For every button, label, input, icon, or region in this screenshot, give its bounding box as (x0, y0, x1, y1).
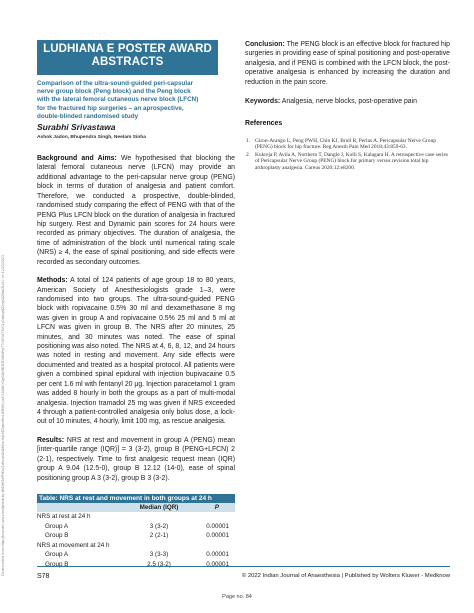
results-paragraph (37, 436, 235, 483)
keywords-label: Keywords: (245, 98, 281, 106)
conclusion-label: Conclusion: (245, 41, 285, 48)
reference-number: 2. (246, 152, 251, 159)
table-cell: 2 (2-1) (149, 532, 169, 540)
right-column (245, 40, 450, 173)
table-cell: 0.00001 (206, 522, 229, 530)
table-cell: NRS at rest at 24 h (37, 512, 91, 520)
co-authors: Ashok Jadon, Bhupendra Singh, Neelam Sinha (37, 135, 146, 141)
methods-label: Methods: (37, 277, 68, 285)
methods-text: A total of 124 patients of age group 18 to 80 years, American Society of Anesthesiologists grade 1–3, were randomised into two groups. The ultra-sound-guided PENG block with ropivacaine 0.5% 30 ml and dexamethasone 8 mg was given in group A and ropivacaine 0.5% 25 ml and 5 ml at LFCN was given in group B. The NRS after 20 minutes, 25 minutes, and 30 minutes was noted. The ease of spinal positioning was also noted. The NRS at 4, 6, 8, 12, and 24 hours was noted in resting and movement. Any side effects were documented and treated as a hospital protocol. All patients were given a combined spinal epidural with injection bupivacaine 0.5 per cent 1.6 ml with fentanyl 20 μg. Injection paracetamol 1 gram was added 8 hourly in both the groups as a part of multi-modal analgesia. Injection tramadol 25 mg was given if NRS exceeded 4 through a patient-controlled analgesia only bolus dose, a lock-out of 10 minutes, 4 hourly, limit 100 mg, as rescue analgesia. (37, 277, 235, 426)
table-title: Table: NRS at rest and movement in both groups at 24 h (37, 494, 235, 503)
table-cell: Group A (45, 522, 69, 530)
methods-paragraph (37, 276, 235, 427)
banner-line-1: LUDHIANA E POSTER AWARD (43, 43, 212, 55)
table-cell: NRS at movement at 24 h (37, 541, 110, 549)
title-line: nerve group block (Peng block) and the Peng block (37, 88, 191, 96)
table-cell: 0.00001 (206, 551, 229, 559)
table-cell: 3 (3-2) (149, 522, 169, 530)
table-cell: 0.00001 (206, 532, 229, 540)
table-header-cell (37, 503, 129, 512)
title-line: with the lateral femoral cutaneous nerve block (LFCN) (37, 96, 199, 104)
table-row (37, 560, 235, 570)
main-author: Surabhi Srivastawa (37, 122, 116, 133)
table-row (37, 550, 235, 560)
footer-divider (37, 566, 450, 567)
table-cell: 2.5 (3-2) (147, 560, 171, 568)
table-row (37, 531, 235, 541)
table-row (37, 522, 235, 532)
table-row (37, 512, 235, 522)
copyright-notice: © 2022 Indian Journal of Anaesthesia | Published by Wolters Kluwer - Medknow (241, 573, 450, 579)
title-line: Comparison of the ultra-sound-guided peri-capsular (37, 80, 194, 87)
viewer-page-number: Page no. 84 (222, 594, 252, 600)
results-label: Results: (37, 436, 65, 444)
references-heading: References (245, 119, 283, 127)
nrs-table (37, 503, 235, 570)
background-text: We hypothesised that blocking the lateral femoral cutaneous nerve (LFCN) may provide an additional advantage to the peri-capsular nerve group (PENG) block in terms of duration of analgesia and patient comfort. Therefore, we conducted a prospective, double-blinded, randomised study comparing the effect of PENG with that of the PENG Plus LFCN block on the duration of analgesia in fractured hip surgery. Rest and Dynamic pain scores for 24 hours were recorded as primary objectives. The duration of analgesia, the time of administration of the block until numerical rating scale (NRS) ≥ 4, the ease of spinal positioning, and side effects were recorded as secondary outcomes. (37, 155, 235, 266)
conclusion-text: The PENG block is an effective block for fractured hip surgeries in providing ease of spinal positioning and post-operative analgesia, and if PENG is combined with the LFCN block, the post-operative analgesia is enhanced by increasing the duration and reduction in the pain score. (245, 41, 451, 86)
section-banner (37, 40, 218, 75)
conclusion-paragraph (245, 40, 450, 87)
abstract-title (37, 80, 235, 121)
reference-text: Giron-Arango L, Peng PWH, Chin KJ, Brull R, Perlas A. Pericapsular Nerve Group (PENG) block for hip fracture. Reg Anesth Pain Med 2018;43:859-63. (255, 137, 437, 150)
table-cell: 3 (3-3) (149, 551, 169, 559)
left-column (37, 80, 235, 570)
keywords-paragraph (245, 97, 450, 106)
table-header-row (37, 503, 235, 512)
journal-page-number: S78 (37, 573, 50, 580)
table-cell: 0.00001 (206, 560, 229, 568)
references-list (245, 138, 450, 171)
background-paragraph (37, 154, 235, 267)
table-cell: Group B (45, 560, 69, 568)
table-row (37, 541, 235, 551)
reference-item (245, 152, 450, 171)
reference-text: Kukreja P, Avila A, Northern T, Dangle J, Kolli S, Kalagara H. A retrospective case series of Pericapsular Nerve Group (PENG) block for primary versus revision total hip arthroplasty analgesia. Cureus 2020;12:e8200. (255, 152, 448, 171)
table-cell (129, 541, 189, 551)
background-label: Background and Aims: (37, 155, 117, 163)
table-cell (189, 512, 235, 522)
download-watermark: Downloaded from http://journals.lww.com/ijaweb by BhDMf5ePHKav1zEoum1tQfN4a+kJLhEZgbsIHo4XMi0hCywCX1AWnYQp/IlQrHD3i3D0OdRyi7TvSFl4Cf3VC1y0abggQZXdgGj2MwlZLeI= on 12/23/2023 (1, 255, 5, 576)
table-cell (129, 512, 189, 522)
table-cell: Group B (45, 532, 69, 540)
banner-line-2: ABSTRACTS (91, 56, 164, 68)
reference-item (245, 138, 450, 151)
table-cell (189, 541, 235, 551)
title-line: for the fractured hip surgeries – an aprospective, (37, 104, 184, 112)
reference-number: 1. (246, 137, 251, 144)
table-header-cell: P (189, 503, 235, 512)
table-cell: Group A (45, 551, 69, 559)
results-text: NRS at rest and movement in group A (PENG) mean [inter-quartile range (IQR)] = 3 (3-2), group B (PENG+LFCN) 2 (2-1), respectively. Time to first analgesic request mean (IQR) group A 9.04 (12.5-0), group B 12.12 (14-0), ease of spinal positioning group A 3 (3-2), group B 3 (3-2). (37, 436, 235, 482)
keywords-text: Analgesia, nerve blocks, post-operative pain (280, 98, 417, 106)
table-header-cell: Median (IQR) (129, 503, 189, 512)
title-line: double-blinded randomised study (37, 112, 139, 120)
